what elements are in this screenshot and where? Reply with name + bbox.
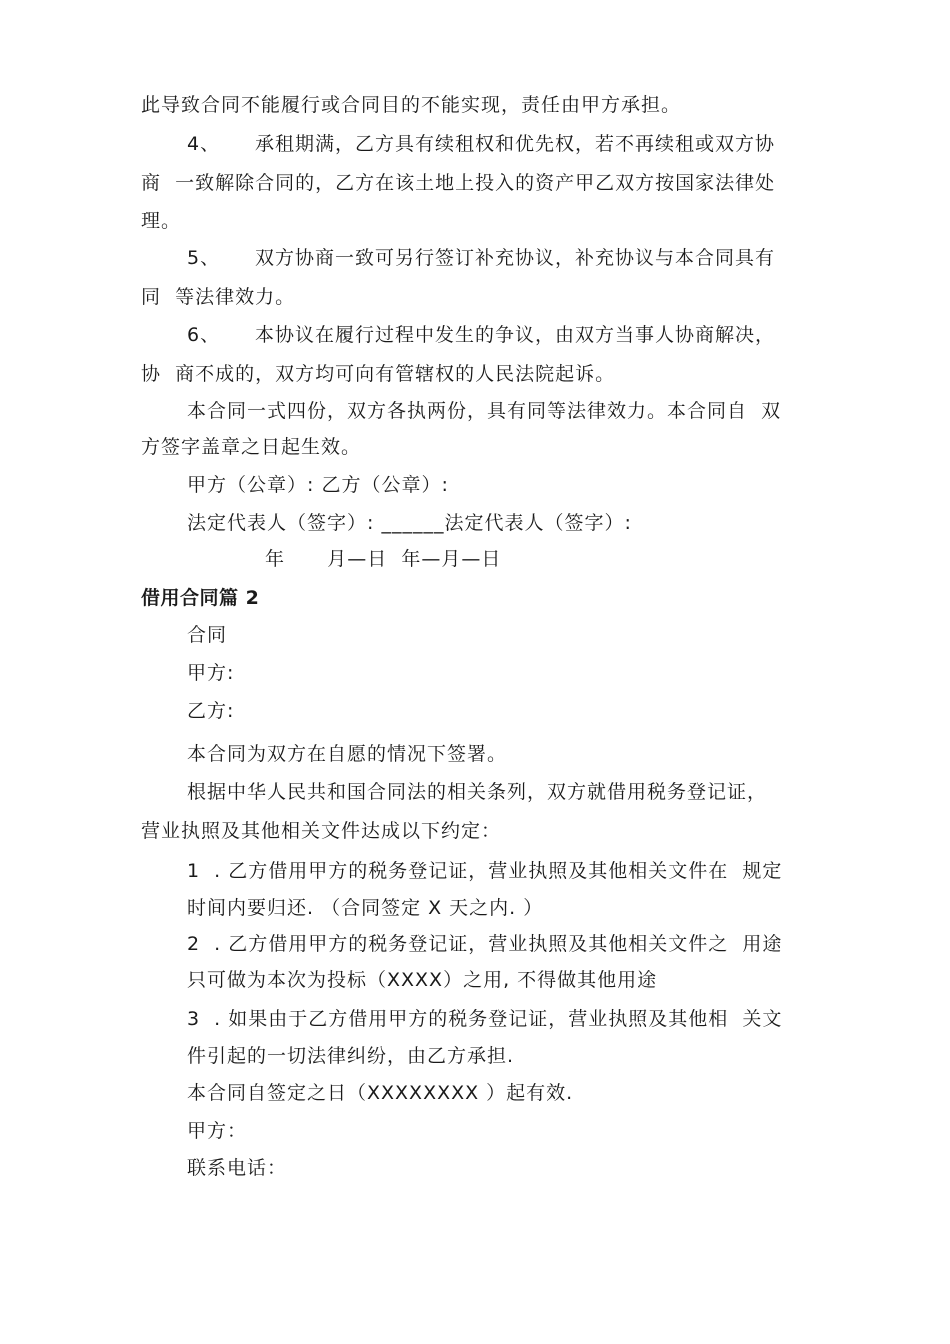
paragraph-line: 本合同一式四份，双方各执两份，具有同等法律效力。本合同自 双 bbox=[187, 400, 782, 422]
date-line: 年 月—日 年—月—日 bbox=[265, 548, 502, 570]
phone-label: 联系电话： bbox=[187, 1157, 288, 1179]
item-3-line: 3 . 如果由于乙方借用甲方的税务登记证，营业执照及其他相 关文 bbox=[187, 1008, 783, 1030]
clause-text: 本协议在履行过程中发生的争议，由双方当事人协商解决， bbox=[255, 324, 776, 346]
effective-line: 本合同自签定之日（XXXXXXXX ）起有效. bbox=[187, 1082, 574, 1104]
paragraph-line: 根据中华人民共和国合同法的相关条列，双方就借用税务登记证， bbox=[187, 781, 768, 803]
item-1-line: 时间内要归还. （合同签定 X 天之内. ） bbox=[187, 897, 544, 919]
clause-number: 6、 bbox=[187, 324, 221, 346]
party-a-label: 甲方: bbox=[187, 662, 235, 684]
paragraph-line: 此导致合同不能履行或合同目的不能实现，责任由甲方承担。 bbox=[141, 94, 682, 116]
seal-line: 甲方（公章）: 乙方（公章）: bbox=[187, 474, 449, 496]
item-3-line: 件引起的一切法律纠纷，由乙方承担. bbox=[187, 1045, 515, 1067]
paragraph-line: 营业执照及其他相关文件达成以下约定： bbox=[141, 820, 502, 842]
contract-label: 合同 bbox=[187, 624, 228, 646]
party-b-label: 乙方: bbox=[187, 700, 235, 722]
clause-number: 4、 bbox=[187, 133, 221, 155]
clause-text: 双方协商一致可另行签订补充协议，补充协议与本合同具有 bbox=[255, 247, 776, 269]
clause-4-first-line bbox=[187, 131, 775, 157]
clause-text: 承租期满，乙方具有续租权和优先权，若不再续租或双方协 bbox=[255, 133, 776, 155]
paragraph-line: 商 一致解除合同的，乙方在该土地上投入的资产甲乙双方按国家法律处 bbox=[141, 172, 776, 194]
item-2-line: 只可做为本次为投标（XXXX）之用, 不得做其他用途 bbox=[187, 969, 658, 991]
paragraph-line: 同 等法律效力。 bbox=[141, 286, 296, 308]
paragraph-line: 协 商不成的，双方均可向有管辖权的人民法院起诉。 bbox=[141, 363, 616, 385]
clause-5-first-line bbox=[187, 245, 775, 271]
signature-party-a: 甲方： bbox=[187, 1120, 248, 1142]
item-2-line: 2 . 乙方借用甲方的税务登记证，营业执照及其他相关文件之 用途 bbox=[187, 933, 783, 955]
paragraph-line: 理。 bbox=[141, 210, 182, 232]
paragraph-line: 方签字盖章之日起生效。 bbox=[141, 436, 362, 458]
clause-number: 5、 bbox=[187, 247, 221, 269]
clause-6-first-line bbox=[187, 322, 775, 348]
representative-line: 法定代表人（签字）: ______法定代表人（签字）: bbox=[187, 512, 632, 534]
paragraph-line: 本合同为双方在自愿的情况下签署。 bbox=[187, 743, 508, 765]
item-1-line: 1 . 乙方借用甲方的税务登记证，营业执照及其他相关文件在 规定 bbox=[187, 860, 783, 882]
section-heading: 借用合同篇 2 bbox=[141, 587, 260, 609]
